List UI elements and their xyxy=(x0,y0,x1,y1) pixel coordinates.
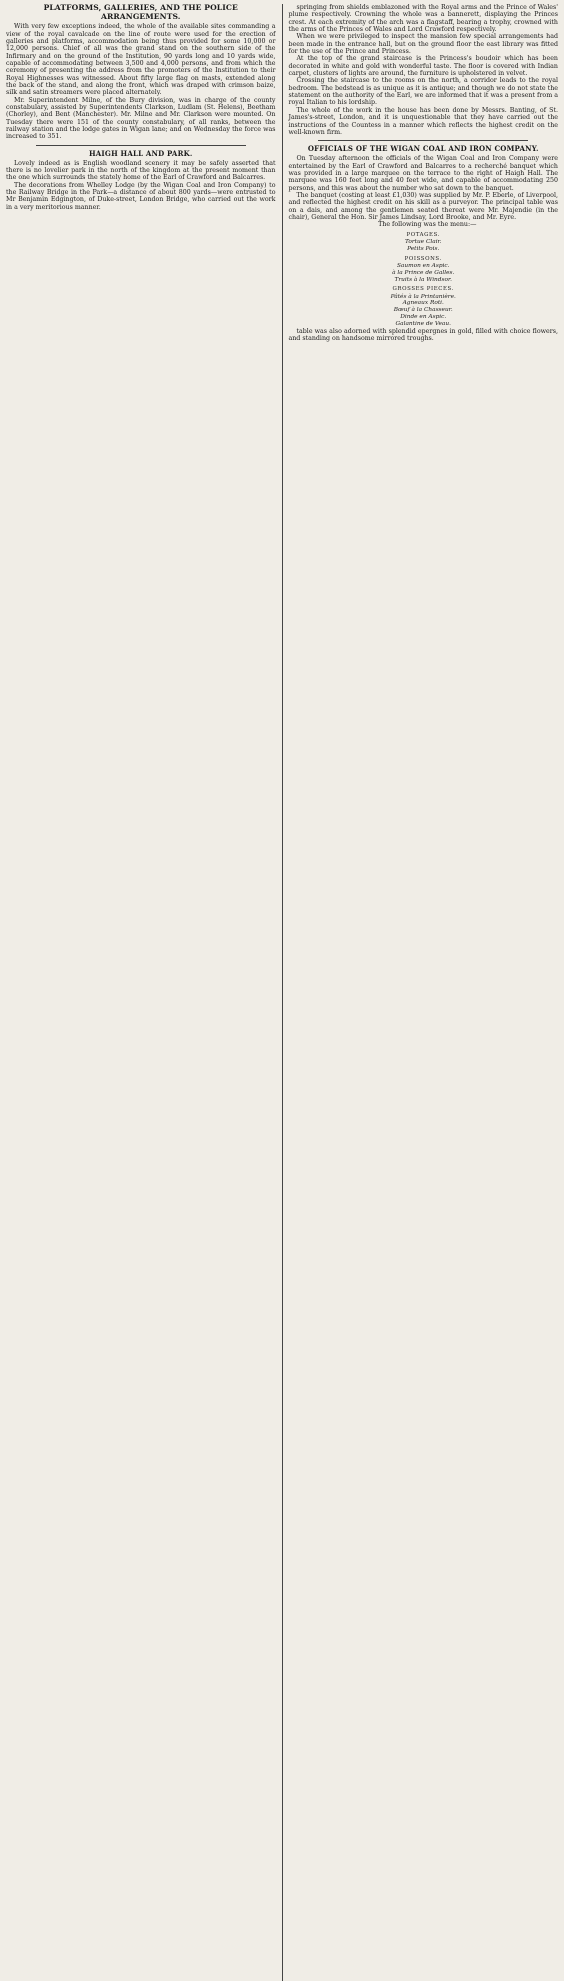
section-heading-haigh-hall: HAIGH HALL AND PARK. xyxy=(88,148,193,158)
menu-item: Bœuf à la Chasseur. xyxy=(393,307,453,314)
column-rule xyxy=(282,4,283,1981)
menu-item: Galantine de Veau. xyxy=(395,320,451,327)
column-layout xyxy=(6,4,558,1981)
article-paragraph: At the top of the grand staircase is the Princess's boudoir which has been decorated in white and gold with wonderful taste. The floor is covered with Indian carpet, clusters of lights are around, the furniture is upholstered in velvet. xyxy=(288,55,558,78)
menu-item: Pâtés à la Printanière. xyxy=(390,293,456,300)
menu-section-title: POISSONS. xyxy=(404,255,442,262)
article-paragraph: Lovely indeed as is English woodland scenery it may be safely asserted that there is no lovelier park in the north of the kingdom at the present moment than the one which surrounds the stately home of the Earl of Crawford and Balcarres. xyxy=(6,159,276,182)
menu-intro: The following was the menu:— xyxy=(378,221,477,229)
article-paragraph: The whole of the work in the house has been done by Messrs. Banting, of St. James's-street, London, and it is unquestionable that they have carried out the instructions of the Countess in a manner which reflects the highest credit on the well-known firm. xyxy=(288,106,558,136)
menu-section-title: POTAGES. xyxy=(406,231,440,238)
menu-item: à la Prince de Galles. xyxy=(392,269,455,276)
menu-list xyxy=(288,232,558,328)
article-heading-platforms: PLATFORMS, GALLERIES, AND THE POLICE ARRANGEMENTS. xyxy=(43,4,238,21)
article-paragraph: table was also adorned with splendid epergnes in gold, filled with choice flowers, and standing on handsome mirrored troughs. xyxy=(288,327,558,342)
menu-item: Agneaux Roti. xyxy=(402,300,444,307)
right-column xyxy=(288,4,558,1981)
article-paragraph: When we were privileged to inspect the mansion few special arrangements had been made in the entrance hall, but on the ground floor the east library was fitted for the use of the Prince and Princess. xyxy=(288,33,558,56)
menu-item: Saumon en Aspic. xyxy=(396,262,450,269)
menu-item: Petits Pois. xyxy=(407,245,440,252)
article-paragraph: The banquet (costing at least £1,030) was supplied by Mr. P. Eberle, of Liverpool, and reflected the highest credit on his skill as a purveyor. The principal table was on a dais, and among the gentlemen seated thereat were Mr. Majendie (in the chair), General the Hon. Sir James Lindsay, Lord Brooke, and Mr. Eyre. xyxy=(288,191,558,221)
left-column xyxy=(6,4,276,1981)
menu-item: Dinde en Aspic. xyxy=(400,314,447,321)
article-paragraph: Crossing the staircase to the rooms on the north, a corridor leads to the royal bedroom. The bedstead is as unique as it is antique; and though we do not state the statement on the authority of the Earl, we are informed that it was a present from a royal Italian to his lordship. xyxy=(288,77,558,107)
article-paragraph: The decorations from Whelley Lodge (by the Wigan Coal and Iron Company) to the Railway Bridge in the Park—a distance of about 800 yards—were entrusted to Mr Benjamin Edgington, of Duke-street, London Bridge, who carried out the work in a very meritorious manner. xyxy=(6,181,276,211)
menu-item: Truits à la Windsor. xyxy=(394,276,452,283)
article-paragraph: With very few exceptions indeed, the whole of the available sites commanding a view of the royal cavalcade on the line of route were used for the erection of galleries and platforms, accommodation being thus provided for some 10,000 or 12,000 persons. Chief of all was the grand stand on the southern side of the Infirmary and on the ground of the Institution, 90 yards long and 10 yards wide, capable of accommodating between 3,500 and 4,000 persons, and from which the ceremony of presenting the address from the promoters of the Institution to their Royal Highnesses was witnessed. About fifty large flag on masts, extended along the back of the stand, and along the front, which was draped with crimson baize, silk and satin streamers were placed alternately. xyxy=(6,23,276,97)
article-paragraph: springing from shields emblazoned with the Royal arms and the Prince of Wales' plume respectively. Crowning the whole was a bannerett, displaying the Princes crest. At each extremity of the arch was a flagstaff, bearing a trophy, crowned with the arms of the Princes of Wales and Lord Crawford respectively. xyxy=(288,4,558,34)
article-paragraph: On Tuesday afternoon the officials of the Wigan Coal and Iron Company were entertained by the Earl of Crawford and Balcarres to a recherché banquet which was provided in a large marquee on the terrace to the right of Haigh Hall. The marquee was 160 feet long and 40 feet wide, and capable of accommodating 250 persons, and this was about the number who sat down to the banquet. xyxy=(288,155,558,192)
section-heading-officials: OFFICIALS OF THE WIGAN COAL AND IRON COMPANY. xyxy=(307,144,539,154)
menu-item: Tortue Clair. xyxy=(404,238,442,245)
section-divider xyxy=(318,140,528,141)
menu-section-title: GROSSES PIECES. xyxy=(392,286,454,293)
article-paragraph: Mr. Superintendent Milne, of the Bury division, was in charge of the county constabulary, assisted by Superintendents Clarkson, Ludlam (St. Helens), Beetham (Chorley), and Bent (Manchester). Mr. Milne and Mr. Clarkson were mounted. On Tuesday there were 151 of the county constabulary, of all ranks, between the railway station and the lodge gates in Wigan lane; and on Wednesday the force was increased to 351. xyxy=(6,96,276,141)
section-divider xyxy=(36,145,246,146)
